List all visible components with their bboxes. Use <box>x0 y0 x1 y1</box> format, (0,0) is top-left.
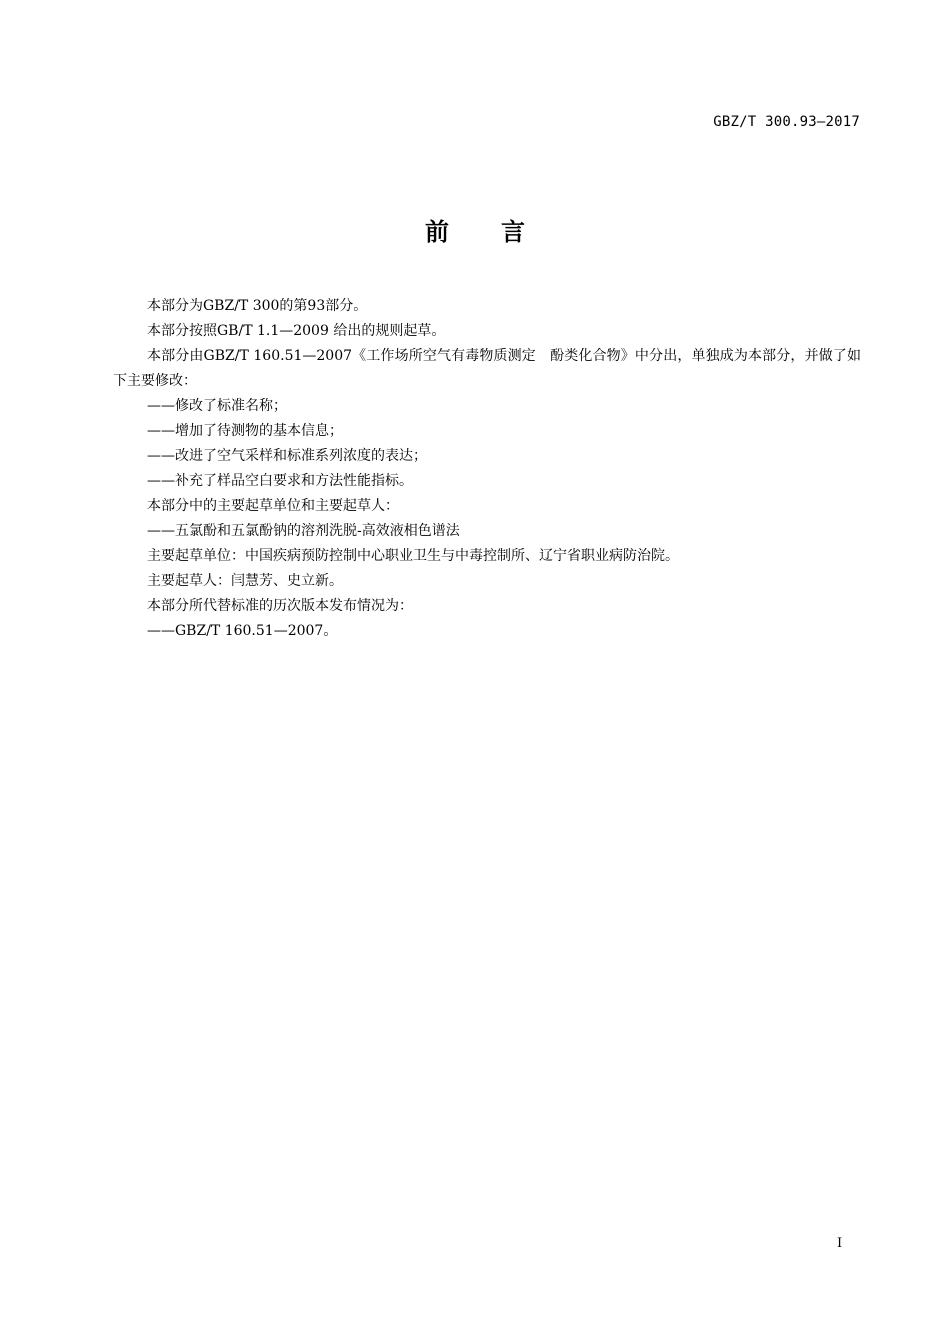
paragraph-part-of-series: 本部分为GBZ/T 300的第93部分。 <box>147 298 368 314</box>
list-item-previous-version: ——GBZ/T 160.51—2007。 <box>147 623 338 639</box>
paragraph-version-history: 本部分所代替标准的历次版本发布情况为： <box>147 598 413 614</box>
paragraph-drafters-intro: 本部分中的主要起草单位和主要起草人： <box>147 498 399 514</box>
paragraph-drafting-units: 主要起草单位：中国疾病预防控制中心职业卫生与中毒控制所、辽宁省职业病防治院。 <box>147 548 679 564</box>
list-item-method: ——五氯酚和五氯酚钠的溶剂洗脱-高效液相色谱法 <box>147 523 460 539</box>
paragraph-origin: 本部分由GBZ/T 160.51—2007《工作场所空气有毒物质测定 酚类化合物》中分出，单独成为本部分，并做了如下主要修改： <box>113 348 861 389</box>
foreword-body <box>113 294 861 644</box>
list-item-change: ——增加了待测物的基本信息； <box>147 423 343 439</box>
list-item-change: ——改进了空气采样和标准系列浓度的表达； <box>147 448 427 464</box>
list-item-change: ——补充了样品空白要求和方法性能指标。 <box>147 473 413 489</box>
list-item-change: ——修改了标准名称； <box>147 398 287 414</box>
paragraph-drafters: 主要起草人：闫慧芳、史立新。 <box>147 573 343 589</box>
paragraph-drafting-rules: 本部分按照GB/T 1.1—2009 给出的规则起草。 <box>147 323 446 339</box>
page-number: I <box>837 1236 843 1251</box>
standard-code: GBZ/T 300.93—2017 <box>713 114 860 130</box>
page-title: 前言 <box>425 218 577 246</box>
